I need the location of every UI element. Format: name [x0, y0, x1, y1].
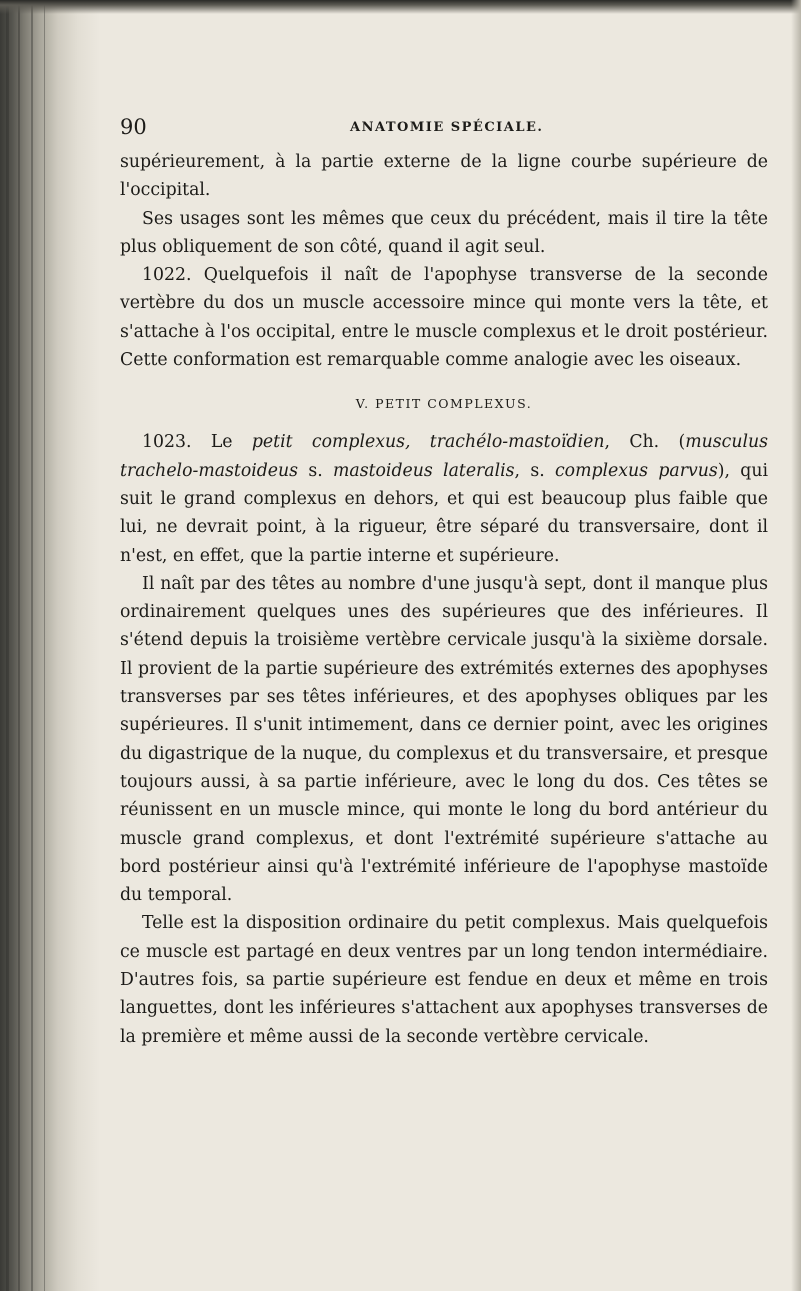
- paragraph: 1022. Quelquefois il naît de l'apophyse transverse de la seconde vertèbre du dos un muscle accessoire mince qui monte vers la tête, et s'attache à l'os occipital, entre le muscle complexus et le droit postérieur. Cette conformation est remarquable comme analogie avec les oiseaux.: [120, 265, 768, 371]
- binding-streak: [31, 0, 33, 1291]
- text-run: , Ch. (: [604, 432, 686, 453]
- paragraph: Ses usages sont les mêmes que ceux du précédent, mais il tire la tête plus obliquement de son côté, quand il agit seul.: [120, 208, 768, 257]
- paragraph-number: 1023. Le: [142, 432, 252, 453]
- page-header: [120, 114, 760, 144]
- paragraph: [120, 428, 768, 569]
- section-title: V. PETIT COMPLEXUS.: [355, 396, 533, 412]
- page-number: 90: [120, 115, 147, 139]
- right-edge-shadow: [791, 0, 801, 1291]
- paragraph: Telle est la disposition ordinaire du petit complexus. Mais quelquefois ce muscle est partagé en deux ventres par un long tendon intermédiaire. D'autres fois, sa partie supérieure est fendue en deux et même en trois languettes, dont les inférieures s'attachent aux apophyses transverses de la première et même aussi de la seconde vertèbre cervicale.: [120, 913, 768, 1047]
- text-run: s.: [298, 460, 334, 481]
- top-edge-shadow: [0, 0, 801, 14]
- text-run: ), qui suit le grand complexus en dehors, et qui est beaucoup plus faible que lui, ne devrait point, à la rigueur, être séparé du transversaire, dont il n'est, en effet, que la partie interne et supérieure.: [120, 460, 768, 566]
- italic-term: complexus parvus: [555, 460, 718, 481]
- page-binding-shadow: [0, 0, 100, 1291]
- paragraph: Il naît par des têtes au nombre d'une jusqu'à sept, dont il manque plus ordinairement quelques unes des supérieures que des inférieures. Il s'étend depuis la troisième vertèbre cervicale jusqu'à la sixième dorsale. Il provient de la partie supérieure des extrémités externes des apophyses transverses par ses têtes inférieures, et des apophyses obliques par les supérieures. Il s'unit intimement, dans ce dernier point, avec les origines du digastrique de la nuque, du complexus et du transversaire, et presque toujours aussi, à sa partie inférieure, avec le long du dos. Ces têtes se réunissent en un muscle mince, qui monte le long du bord antérieur du muscle grand complexus, et dont l'extrémité supérieure s'attache au bord postérieur ainsi qu'à l'extrémité inférieure de l'apophyse mastoïde du temporal.: [120, 573, 768, 906]
- body-text: [120, 148, 768, 1051]
- text-run: , s.: [514, 460, 555, 481]
- binding-streak: [6, 0, 9, 1291]
- binding-streak: [18, 0, 20, 1291]
- running-head: ANATOMIE SPÉCIALE.: [350, 120, 544, 135]
- italic-term: petit complexus, trachélo-mastoïdien: [251, 432, 605, 453]
- italic-term: mastoideus lateralis: [333, 460, 515, 481]
- binding-streak: [44, 0, 45, 1291]
- paragraph: supérieurement, à la partie externe de la ligne courbe supérieure de l'occipital.: [120, 152, 768, 201]
- italic-term: musculus trachelo-mastoideus: [120, 432, 768, 481]
